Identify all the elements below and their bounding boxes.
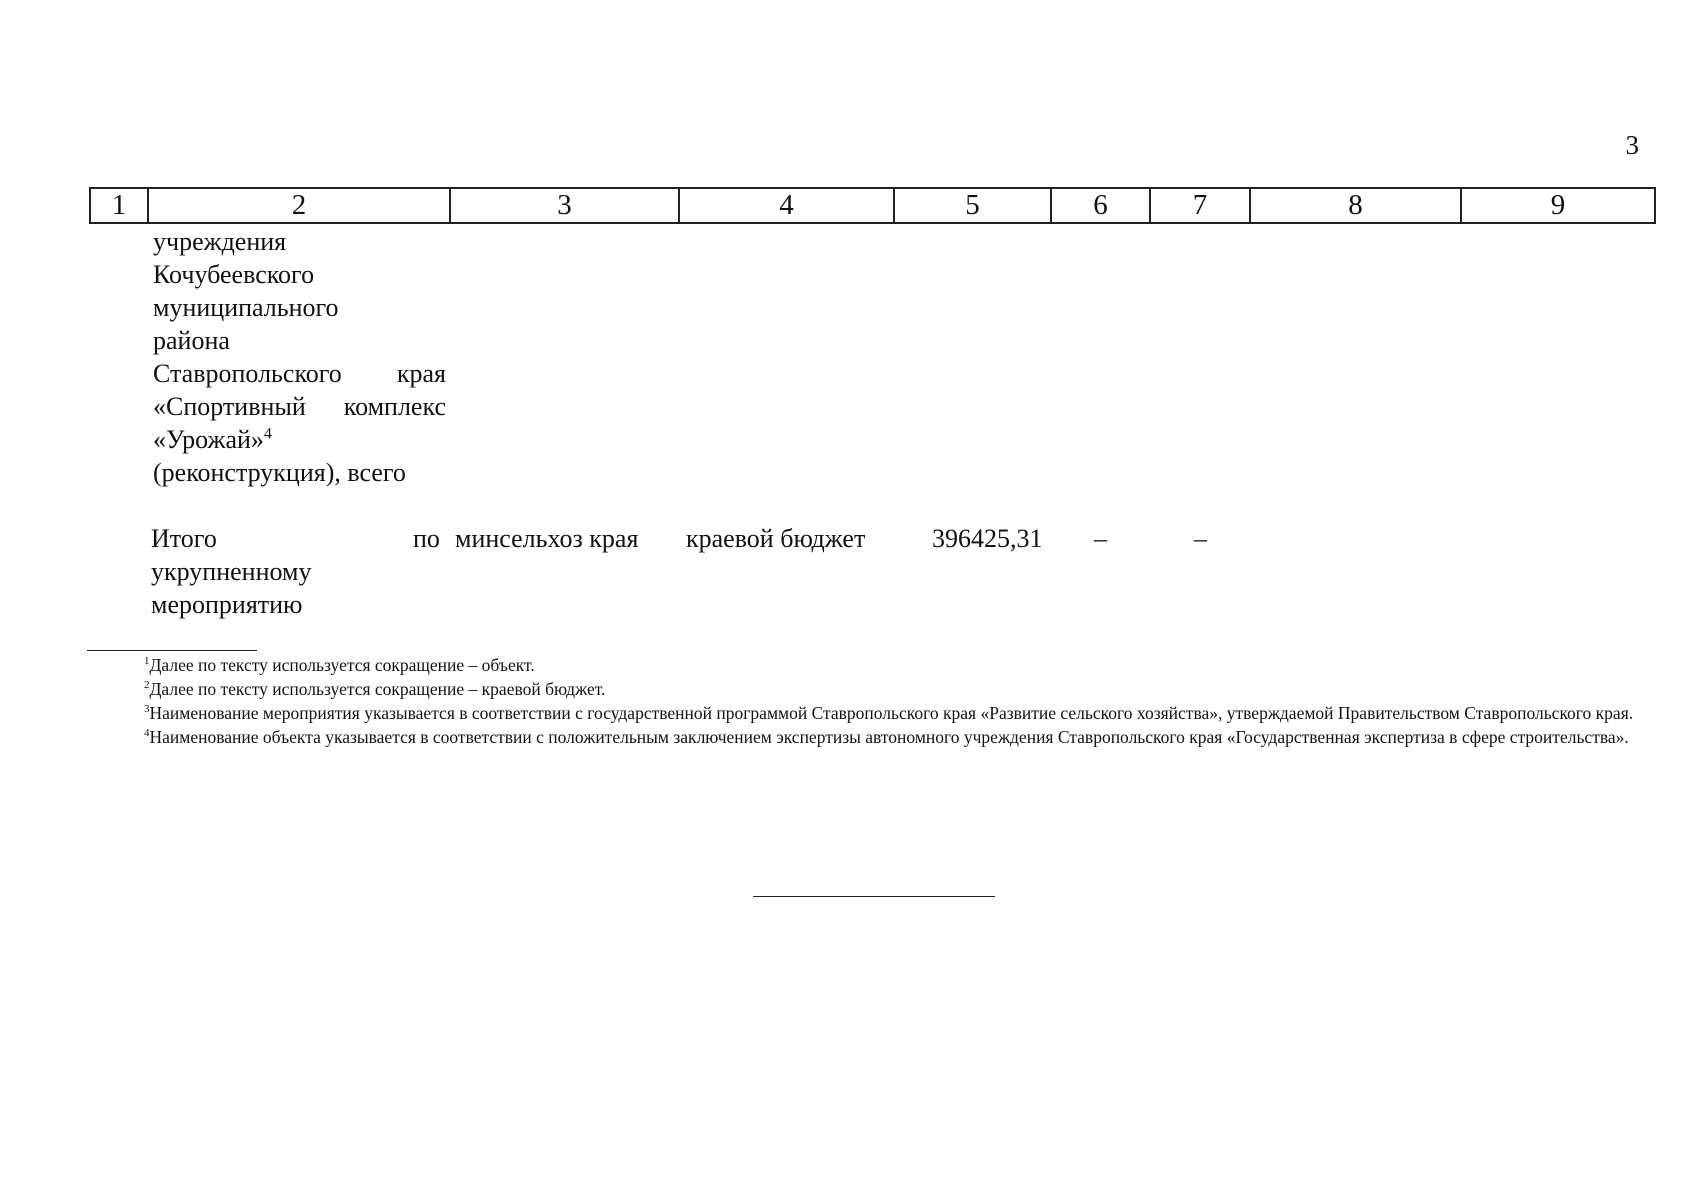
- object-name-line: [153, 423, 446, 456]
- column-number-cell: 6: [1051, 188, 1150, 223]
- object-name-word: края: [396, 359, 446, 388]
- object-name-line: муниципального: [153, 293, 339, 322]
- footnotes: [87, 653, 1654, 749]
- object-name-cell: [153, 225, 446, 489]
- column-number-cell: 7: [1150, 188, 1250, 223]
- column-number-cell: 1: [90, 188, 148, 223]
- footnote-text: Далее по тексту используется сокращение – объект.: [149, 655, 535, 675]
- object-name-justified-line: [153, 357, 446, 390]
- column-6-value: –: [1094, 524, 1107, 553]
- column-number-cell: 9: [1461, 188, 1655, 223]
- footnote-text: Далее по тексту используется сокращение – краевой бюджет.: [149, 679, 606, 699]
- footnote-marker: 2: [144, 679, 150, 692]
- total-label-word: по: [413, 524, 440, 553]
- footnote-marker: 1: [144, 655, 150, 668]
- total-label-cell: [151, 522, 336, 621]
- footnote-marker: 3: [144, 703, 150, 716]
- footnote-ref-4: 4: [263, 425, 272, 443]
- responsible-organ-cell: минсельхоз края: [455, 524, 639, 553]
- footnote-1: [87, 653, 1654, 677]
- total-label-line: Итого: [151, 524, 217, 553]
- object-name-line: района: [153, 326, 230, 355]
- footnote-3: [87, 701, 1654, 725]
- footnote-text: Наименование мероприятия указывается в соответствии с государственной программой Ставропольского края «Развитие сельского хозяйства», утверждаемой Правительством Ставропольского края.: [149, 703, 1634, 723]
- column-number-cell: 5: [894, 188, 1051, 223]
- column-number-cell: 2: [148, 188, 450, 223]
- total-label-line: мероприятию: [151, 590, 303, 619]
- object-name-line: Кочубеевского: [153, 260, 315, 289]
- column-7-value: –: [1194, 524, 1207, 553]
- footnote-4: [87, 725, 1654, 749]
- object-name-word: комплекс: [343, 392, 446, 421]
- column-number-cell: 3: [450, 188, 679, 223]
- header-row: [90, 188, 1655, 223]
- object-name-justified-line: [153, 390, 446, 423]
- total-sum-cell: 396425,31: [932, 524, 1043, 553]
- footnote-marker: 4: [144, 727, 150, 740]
- budget-source-cell: краевой бюджет: [686, 524, 866, 553]
- object-name-word: «Спортивный: [153, 392, 306, 421]
- page-number: 3: [1625, 130, 1639, 160]
- footnote-text: Наименование объекта указывается в соответствии с положительным заключением экспертизы автономного учреждения Ставропольского края «Государственная экспертиза в сфере строительства».: [149, 727, 1629, 747]
- total-label-line: укрупненному: [151, 557, 312, 586]
- object-name-text: «Урожай»: [153, 425, 264, 454]
- footnote-2: [87, 677, 1654, 701]
- closing-rule: [753, 896, 995, 897]
- footnote-separator: [87, 650, 257, 651]
- column-number-cell: 8: [1250, 188, 1461, 223]
- object-name-line: (реконструкция), всего: [153, 458, 406, 487]
- object-name-line: учреждения: [153, 227, 287, 256]
- object-name-word: Ставропольского: [153, 359, 342, 388]
- column-number-header-table: [89, 187, 1656, 224]
- column-number-cell: 4: [679, 188, 894, 223]
